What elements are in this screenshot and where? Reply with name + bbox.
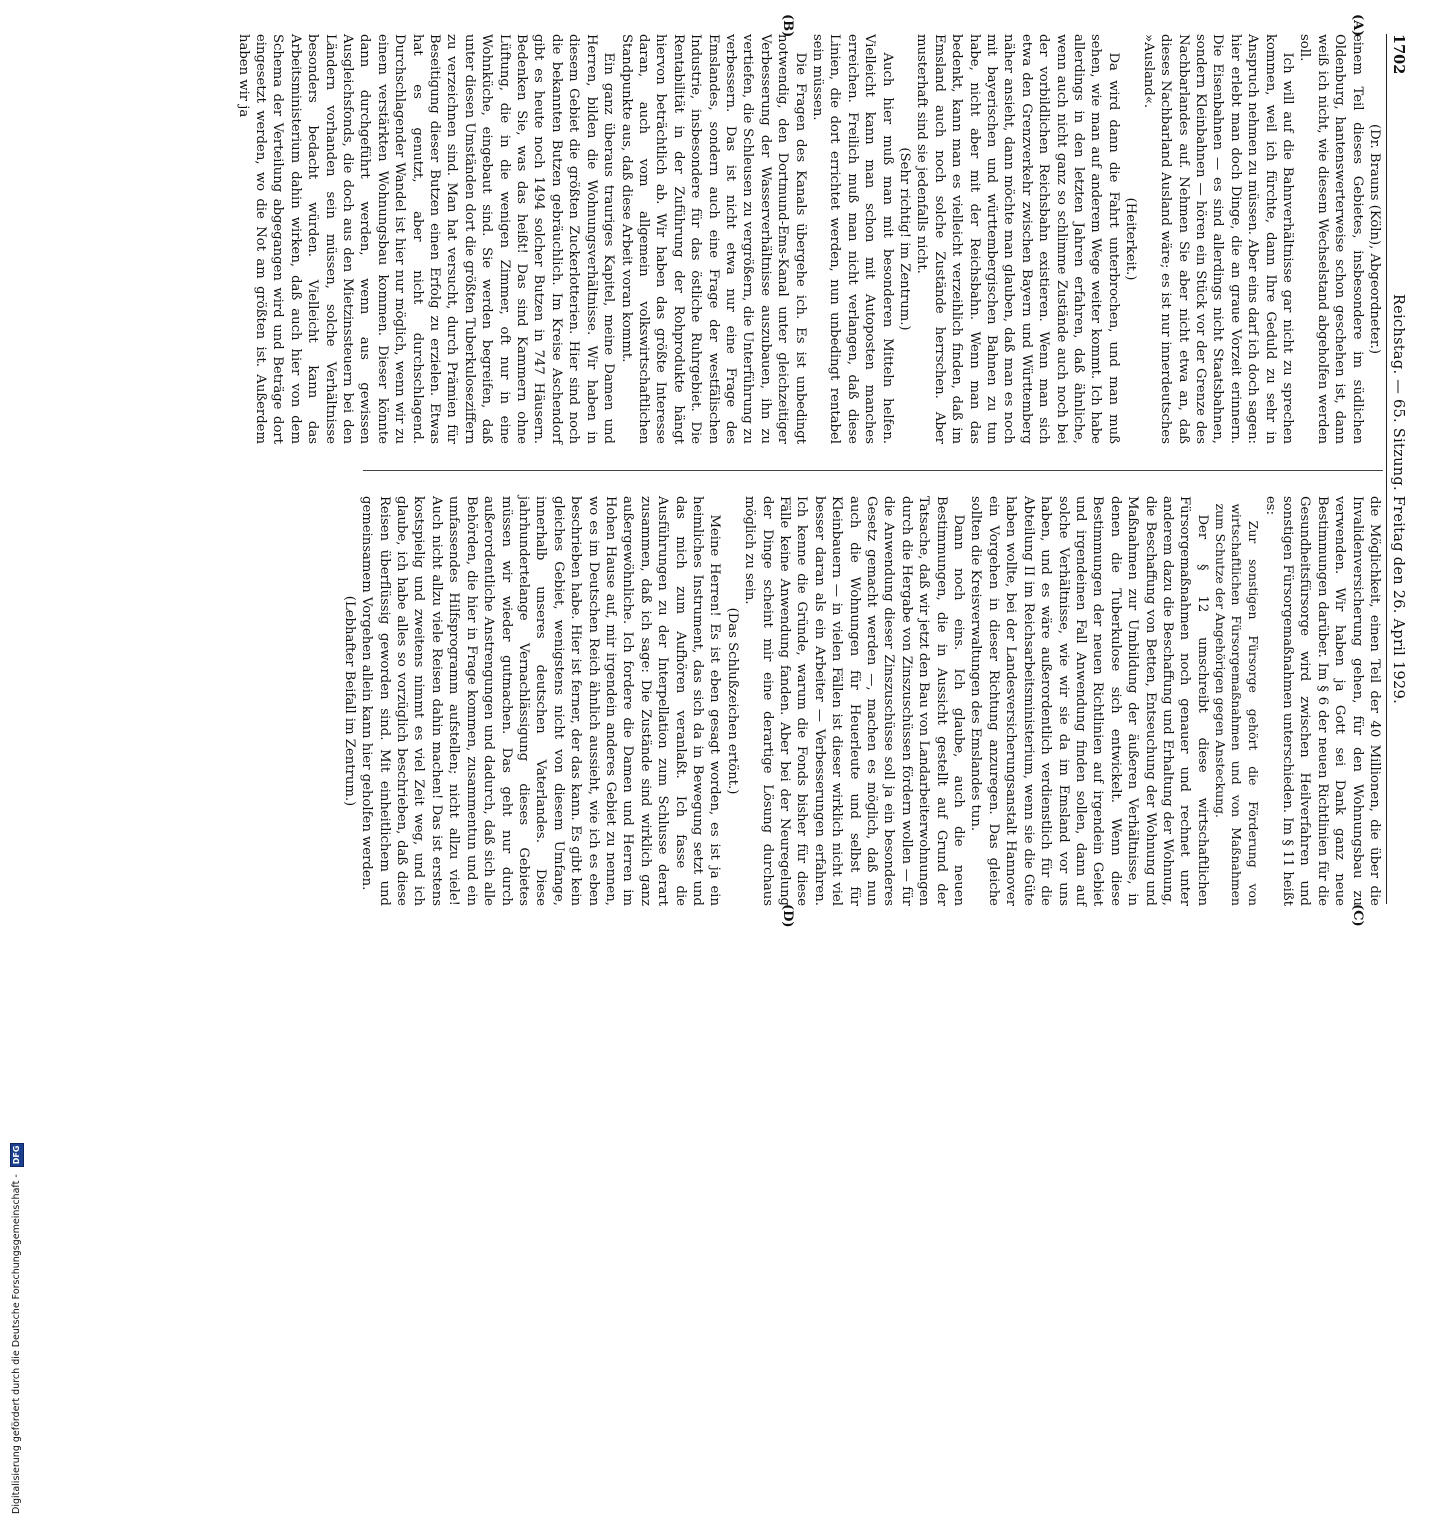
margin-marker-d: (D) xyxy=(780,904,795,928)
paragraph: Meine Herren! Es ist eben gesagt worden, es ist ja ein heimliches Instrument, das sich da in Bewegung setzt und das mich zum Aufhören veranlaßt. Ich fasse die Ausführungen zu der Interpellation zum Schlusse derart zusammen, daß ich sage: Die Zustände sind wirklich ganz außergewöhnliche. Ich fordere die Damen und Herren im Hohen Hause auf, mir irgendein anderes Gebiet zu nennen, wo es im Deutschen Reich ähnlich aussieht, wie ich es eben beschrieben habe. Hier ist ferner, der das kann. Es gibt kein gleiches Gebiet, wenigstens nicht von diesem Umfange, innerhalb unseres deutschen Vaterlandes. Diese jahrhundertelange Vernachlässigung dieses Gebietes müssen wir wieder gutmachen. Das geht nur durch außerordentliche Anstrengungen und dadurch, daß sich alle Behörden, die hier in Frage kommen, zusammentun und ein umfassendes Hilfsprogramm aufstellen; nicht allzu viele! Auch nicht allzu viele Reisen dahin machen! Das ist erstens kostspielig und zweitens nimmt es viel Zeit weg, und ich glaube, ich habe alles so vorzüglich beschrieben, daß diese Reisen überflüssig geworden sind. Mit einheitlichem und gemeinsamem Vorgehen allein kann hier geholfen werden. xyxy=(359,496,723,906)
margin-marker-a: (A) xyxy=(1350,14,1365,37)
paragraph: Ich will auf die Bahnverhältnisse gar nicht zu sprechen kommen, weil ich fürchte, dann Ihre Geduld zu sehr in Anspruch nehmen zu müssen. Aber eins darf ich doch sagen: hier erlebt man doch Dinge, die an graue Vorzeit erinnern. Die Eisenbahnen — es sind allerdings nicht Staatsbahnen, sondern Kleinbahnen — hören ein Stück vor der Grenze des Nachbarlandes auf. Nehmen Sie aber nicht etwa an, daß dieses Nachbarland Ausland wäre; es ist nur innerdeutsches »Ausland«. xyxy=(1140,34,1295,444)
column-divider xyxy=(363,470,1383,471)
interjection: (Lebhafter Beifall im Zentrum.) xyxy=(341,595,357,807)
page-header xyxy=(1387,34,1409,904)
quoted-regulation: Zur sonstigen Fürsorge gehört die Förderung von wirtschaftlichen Fürsorgemaßnahmen und von Maßnahmen zum Schutze der Angehörigen gegen Ansteckung. xyxy=(1212,503,1262,906)
paragraph: einem Teil dieses Gebietes, insbesondere im südlichen Oldenburg, hantenswerterweise schon geschehen ist, dann weiß ich nicht, wie diesem Wechselstand abgeholfen werden soll. xyxy=(1297,34,1365,444)
interjection: (Heiterkeit.) xyxy=(1123,197,1139,281)
page-title: Reichstag. — 65. Sitzung. Freitag den 26. April 1929. xyxy=(1390,293,1406,705)
speaker-line: (Dr. Brauns (Köln), Abgeordneter.) xyxy=(1367,123,1382,355)
page-number: 1702 xyxy=(1390,34,1407,75)
credit-text: Digitalisierung gefördert durch die Deutsche Forschungsgemeinschaft - xyxy=(11,1174,22,1514)
margin-marker-b: (B) xyxy=(780,14,795,38)
paragraph: Der § 12 umschreibt diese wirtschaftlichen Fürsorgemaßnahmen noch genauer und rechnet unter anderem dazu die Beschaffung und Erhaltung der Wohnung, die Beschaffung von Betten, Entseuchung der Wohnung und Maßnahmen zur Umbildung der äußeren Verhältnisse, in denen die Tuberkulose sich entwickelt. Wenn diese Bestimmungen der neuen Richtlinien auf irgendein Gebiet und irgendeinen Fall Anwendung finden sollen, dann auf solche Verhältnisse, wie wir sie da im Emsland vor uns haben, und es wäre außerordentlich verdienstlich für die Abteilung II im Reichsarbeitsministerium, wenn sie die Güte haben wollte, bei der Landesversicherungsanstalt Hannover ein Vorgehen in dieser Richtung anzuregen. Das gleiche sollten die Kreisverwaltungen des Emslandes tun. xyxy=(968,496,1210,906)
printed-page xyxy=(117,14,1417,928)
right-column xyxy=(333,496,1383,906)
paragraph: Da wird dann die Fahrt unterbrochen, und man muß sehen, wie man auf anderem Wege weiter kommt. Ich habe allerdings in den letzten Jahren erfahren, daß ähnliche, wenn auch nicht ganz so schlimme Zustände auch noch bei der vorbildlichen Reichsbahn existieren. Wenn man sich etwa den Grenzverkehr zwischen Bayern und Württemberg näher ansieht, dann möchte man glauben, daß man es noch mit bayerischen und württembergischen Bahnen zu tun habe, nicht aber mit der Reichsbahn. Wenn man das bedenkt, kann man es vielleicht verzeihlich finden, daß im Emsland auch noch solche Zustände herrschen. Aber musterhaft sind sie jedenfalls nicht. xyxy=(914,34,1121,444)
interjection: (Das Schlußzeichen ertönt.) xyxy=(724,607,740,795)
paragraph: Ein ganz überaus trauriges Kapitel, meine Damen und Herren, bilden die Wohnungsverhältnisse. Wir haben in diesem Gebiet die größten Zuckerlotterien. Hier sind noch die bekannten Butzen gebräuchlich. Im Kreise Aschendorf gibt es heute noch 1494 solcher Butzen in 747 Häusern. Bedenken Sie, was das heißt! Das sind Kammern ohne Lüftung, die in die wenigen Zimmer, oft nur in eine Wohnküche, eingebaut sind. Sie werden begreifen, daß unter diesen Umständen dort die größten Tuberkuloseziffern zu verzeichnen sind. Man hat versucht, durch Prämien für Beseitigung dieser Butzen einen Erfolg zu erzielen. Etwas hat es genutzt, aber nicht durchschlagend. Durchschlagender Wandel ist hier nur möglich, wenn wir zu einem verstärkten Wohnungsbau kommen. Dieser könnte dann durchgeführt werden, wenn aus gewissen Ausgleichsfonds, die doch aus den Mietzinssteuern bei den Ländern vorhanden sein müssen, solche Verhältnisse besonders bedacht würden. Vielleicht kann das Arbeitsministerium dahin wirken, daß auch hier von dem Schema der Verteilung abgegangen wird und Beträge dort eingesetzt werden, wo die Not am größten ist. Außerdem haben wir ja xyxy=(235,34,617,444)
margin-marker-c: (C) xyxy=(1350,904,1365,927)
interjection: (Sehr richtig! im Zentrum.) xyxy=(897,147,913,331)
paragraph: Die Fragen des Kanals übergehe ich. Es ist unbedingt notwendig, den Dortmund-Ems-Kanal unter gleichzeitiger Verbesserung der Wasserverhältnisse auszubauen, ihn zu vertiefen, die Schleusen zu vergrößern, die Unterführung zu verbessern. Das ist nicht etwa nur eine Frage des Emslandes, sondern auch eine Frage der westfälischen Industrie, insbesondere für das östliche Ruhrgebiet. Die Rentabilität in der Zuführung der Rohprodukte hängt hiervon beträchtlich ab. Wir haben das größte Interesse daran, auch vom allgemein volkswirtschaftlichen Standpunkte aus, daß diese Arbeit voran kommt. xyxy=(618,34,808,444)
paragraph: Dann noch eins. Ich glaube, auch die neuen Bestimmungen, die in Aussicht gestellt auf Grund der Tatsache, daß wir jetzt den Bau von Landarbeiterwohnungen durch die Hergabe von Zinszuschüssen fördern wollen — für die Anwendung dieser Zinszuschüsse soll ja ein besonderes Gesetz gemacht werden —, machen es möglich, daß nun auch die Wohnungen für Heuerleute und selbst für Kleinbauern — in vielen Fällen ist dieser wirklich nicht viel besser daran als ein Arbeiter — Verbesserungen erfahren. Ich kenne die Gründe, warum die Fonds bisher für diese Fälle keine Anwendung fanden. Aber bei der Neuregelung der Dinge scheint mir eine derartige Lösung durchaus möglich zu sein. xyxy=(742,496,967,906)
dfg-logo: DFG xyxy=(10,1143,24,1168)
paragraph: Auch hier muß man mit besonderen Mitteln helfen. Vielleicht kann man schon mit Autoposten manches erreichen. Freilich muß man nicht verlangen, daß diese Linien, die dort errichtet werden, nun unbedingt rentabel sein müssen. xyxy=(810,34,895,444)
paragraph: die Möglichkeit, einen Teil der 40 Millionen, die über die Invalidenversicherung gehen, für den Wohnungsbau zu verwenden. Wir haben ja Gott sei Dank ganz neue Bestimmungen darüber. Im § 6 der neuen Richtlinien für die Gesundheitsfürsorge wird zwischen Heilverfahren und sonstigen Fürsorgemaßnahmen unterschieden. Im § 11 heißt es: xyxy=(1262,496,1382,906)
left-column xyxy=(235,34,1383,444)
header-rule xyxy=(1386,34,1387,904)
digitization-credit xyxy=(8,514,26,1514)
